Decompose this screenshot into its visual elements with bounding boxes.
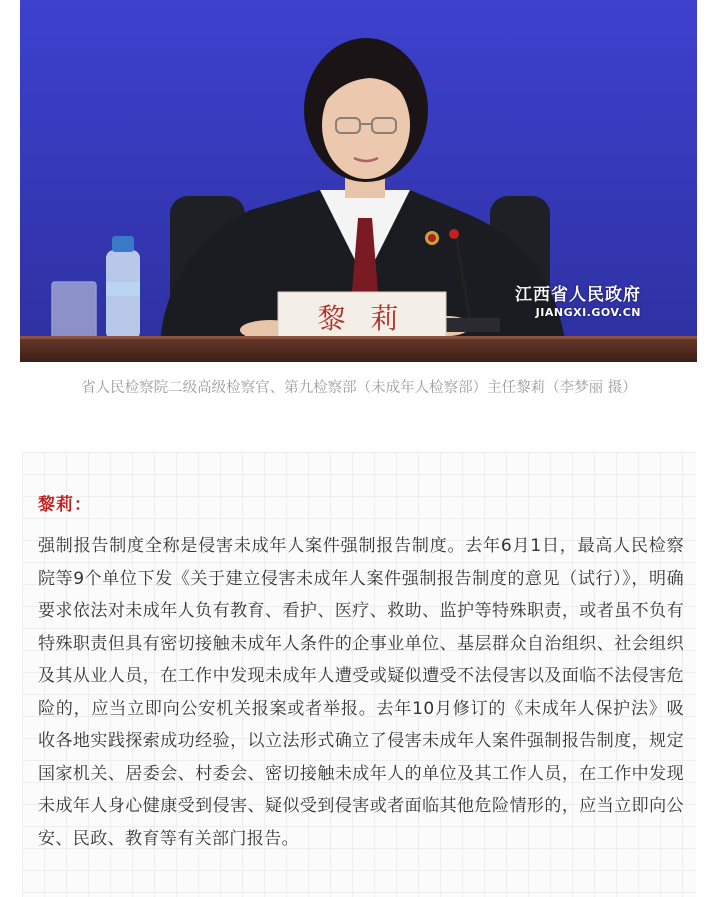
photo-caption: 省人民检察院二级高级检察官、第九检察部（未成年人检察部）主任黎莉（李梦丽 摄） xyxy=(81,380,637,396)
article-paragraph: 强制报告制度全称是侵害未成年人案件强制报告制度。去年6月1日，最高人民检察院等9个单位下发《关于建立侵害未成年人案件强制报告制度的意见（试行）》，明确要求依法对未成年人负有教育、看护、医疗、救助、监护等特殊职责，或者虽不负有特殊职责但具有密切接触未成年人条件的企事业单位、基层群众自治组织、社会组织及其从业人员，在工作中发现未成年人遭受或疑似遭受不法侵害以及面临不法侵害危险的，应当立即向公安机关报案或者举报。去年10月修订的《未成年人保护法》吸收各地实践探索成功经验，以立法形式确立了侵害未成年人案件强制报告制度，规定国家机关、居委会、村委会、密切接触未成年人的单位及其工作人员，在工作中发现未成年人身心健康受到侵害、疑似受到侵害或者面临其他危险情形的，应当立即向公安、民政、教育等有关部门报告。 xyxy=(38,536,684,849)
watermark-en: JIANGXI.GOV.CN xyxy=(535,306,641,319)
nameplate: 黎 莉 xyxy=(317,302,407,335)
article-body xyxy=(22,452,696,897)
photo-watermark xyxy=(515,280,641,319)
watermark-cn: 江西省人民政府 xyxy=(515,285,641,305)
article-photo xyxy=(20,0,697,362)
speaker-label: 黎莉： xyxy=(38,495,92,515)
